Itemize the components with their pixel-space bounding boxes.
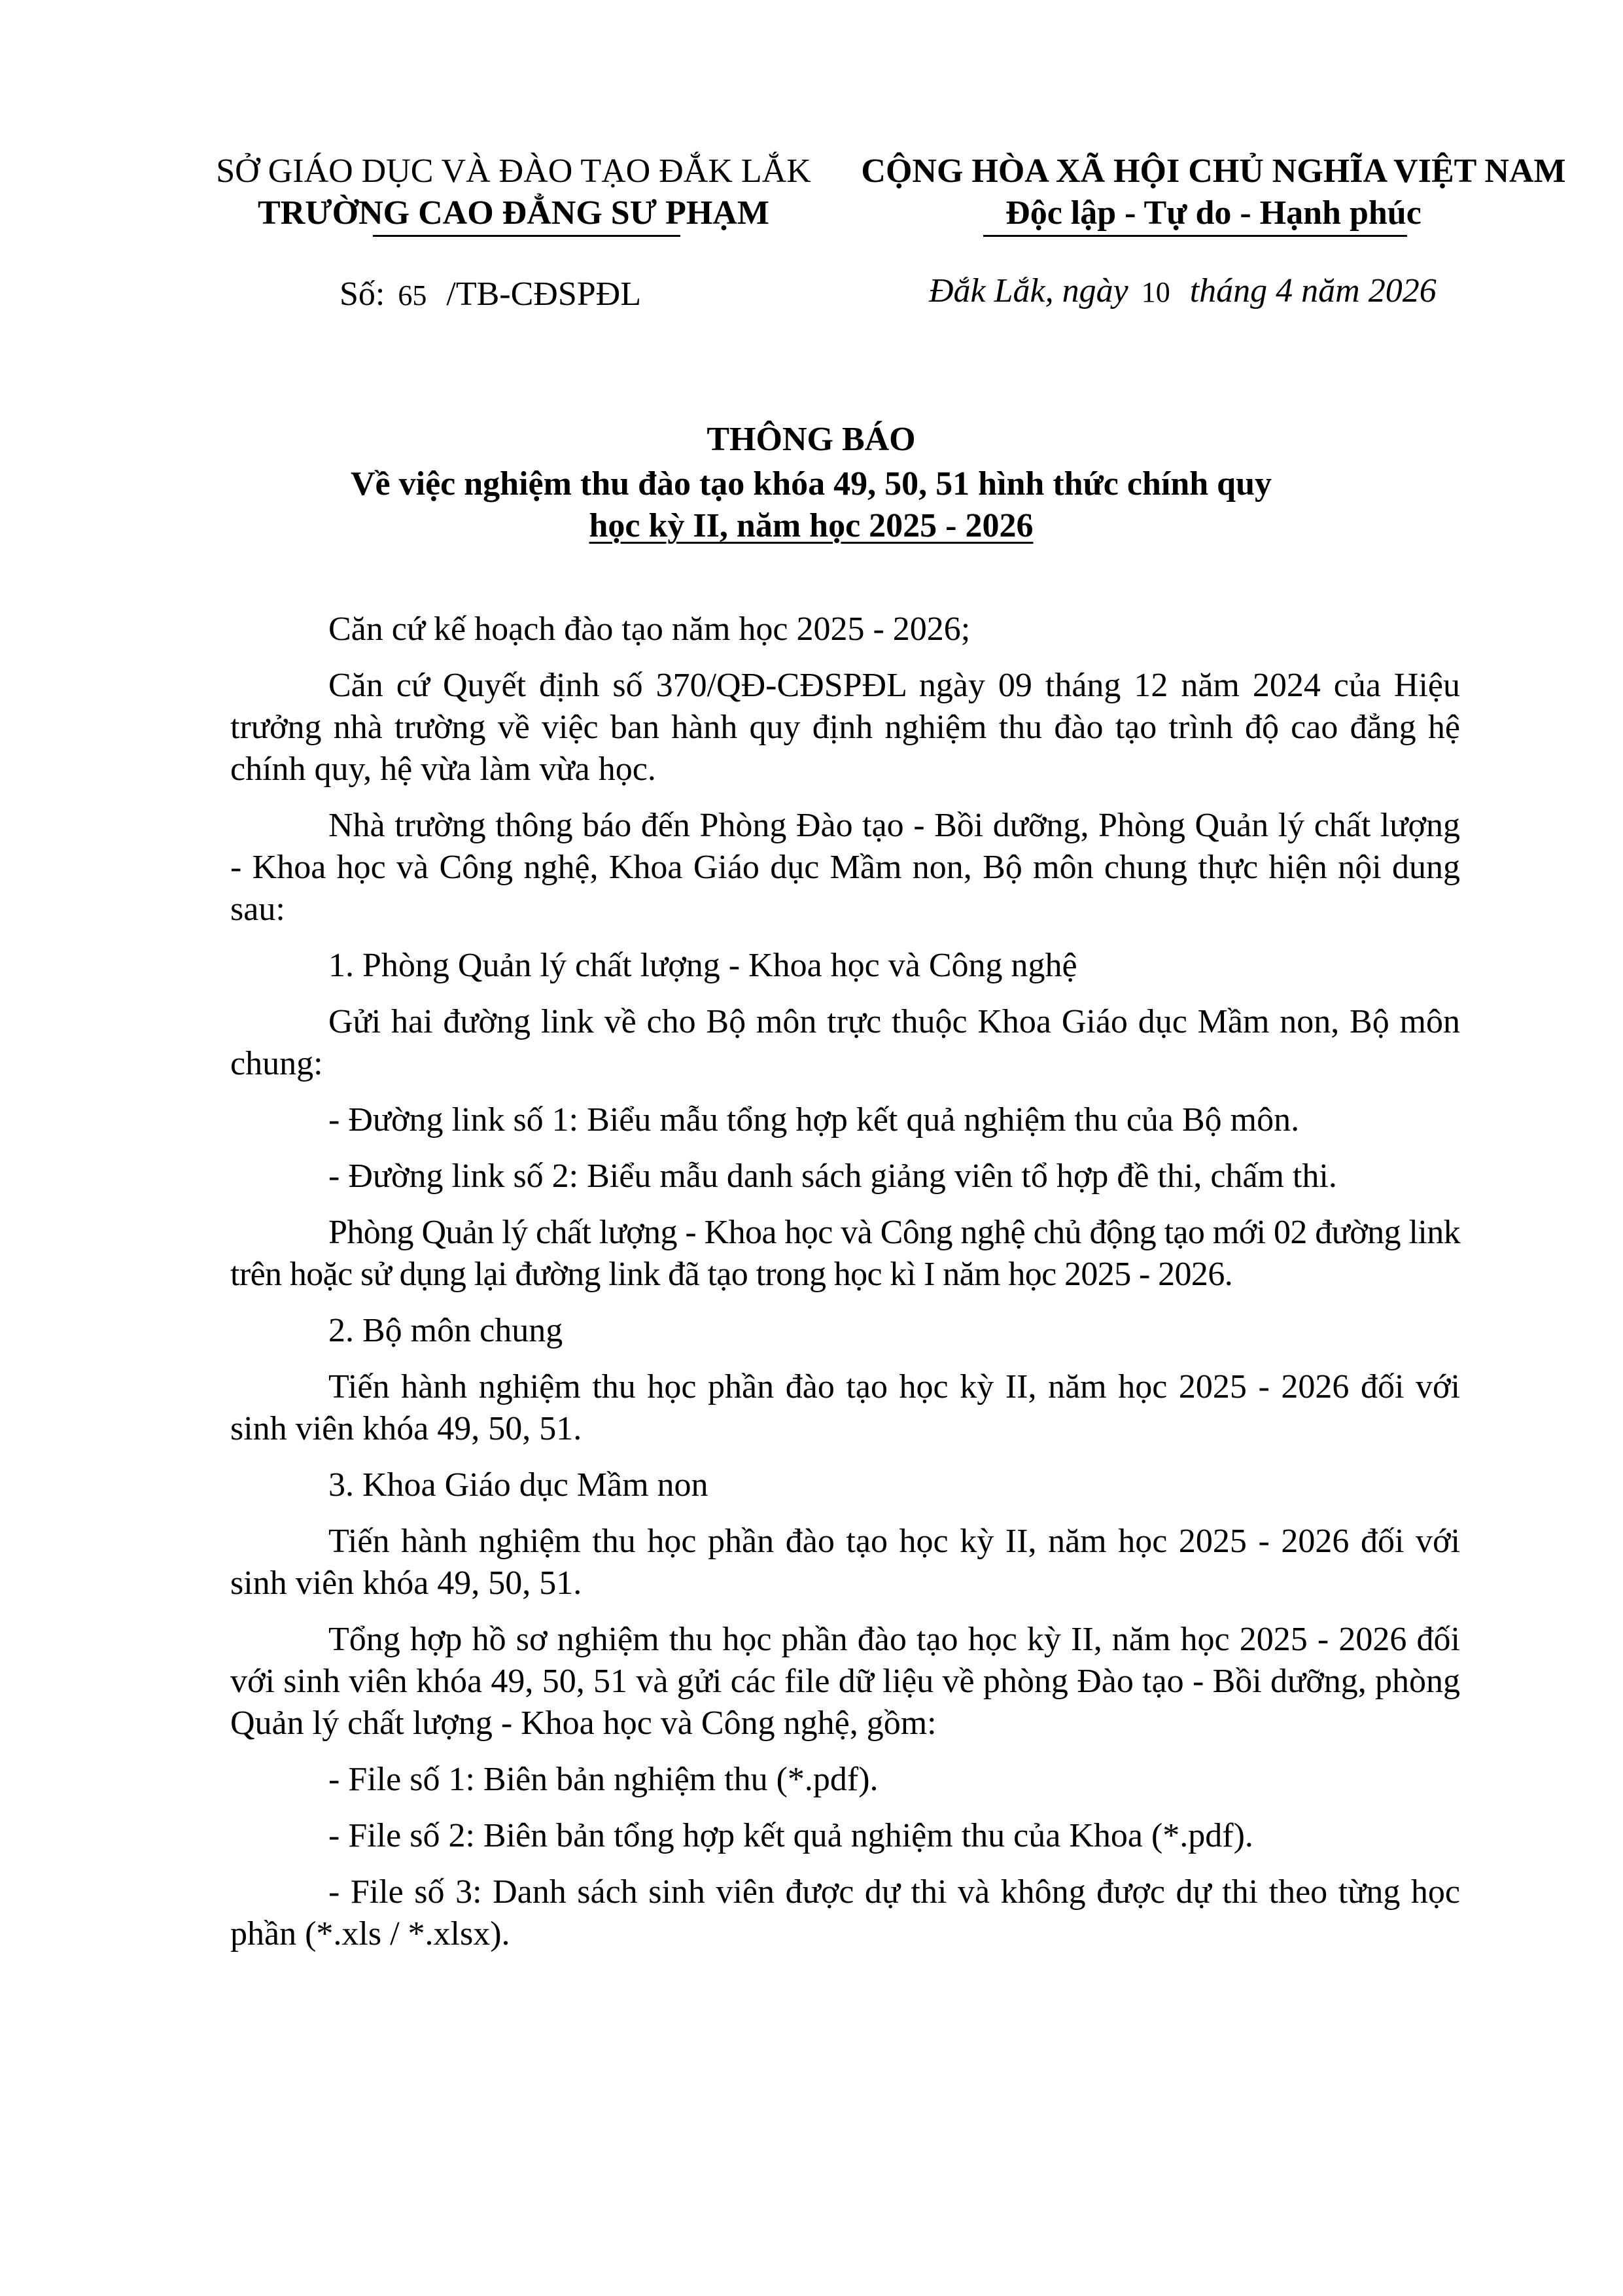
- doc-number-suffix: /TB-CĐSPĐL: [446, 275, 641, 313]
- list-item: - Đường link số 2: Biểu mẫu danh sách giảng viên tổ hợp đề thi, chấm thi.: [328, 1157, 1337, 1195]
- document-title: [177, 419, 1446, 547]
- list-item: - File số 3: Danh sách sinh viên được dự thi và không được dự thi theo từng học phần (*.xls / *.xlsx).: [230, 1873, 1460, 1952]
- paragraph: Nhà trường thông báo đến Phòng Đào tạo - Bồi dưỡng, Phòng Quản lý chất lượng - Khoa học và Công nghệ, Khoa Giáo dục Mầm non, Bộ môn chung thực hiện nội dung sau:: [230, 807, 1460, 928]
- doc-number-prefix: Số:: [340, 275, 385, 313]
- school-name-underline: [373, 235, 680, 237]
- paragraph: Căn cứ Quyết định số 370/QĐ-CĐSPĐL ngày 09 tháng 12 năm 2024 của Hiệu trưởng nhà trường về việc ban hành quy định nghiệm thu đào tạo trình độ cao đẳng hệ chính quy, hệ vừa làm vừa học.: [230, 667, 1460, 788]
- title-semester: học kỳ II, năm học 2025 - 2026: [589, 507, 1034, 544]
- national-motto: Độc lập - Tự do - Hạnh phúc: [1005, 194, 1422, 232]
- document-body: [230, 609, 1460, 1969]
- issuing-agency: [177, 150, 850, 234]
- section-heading: 2. Bộ môn chung: [328, 1312, 563, 1349]
- doc-number-value: 65: [398, 279, 427, 311]
- national-heading: [850, 150, 1577, 234]
- list-item: - Đường link số 1: Biểu mẫu tổng hợp kết quả nghiệm thu của Bộ môn.: [328, 1101, 1300, 1139]
- date-prefix: Đắk Lắk, ngày: [929, 272, 1128, 309]
- title-main: THÔNG BÁO: [707, 421, 916, 458]
- department-name: SỞ GIÁO DỤC VÀ ĐÀO TẠO ĐẮK LẮK: [216, 152, 811, 190]
- list-item: - File số 2: Biên bản tổng hợp kết quả nghiệm thu của Khoa (*.pdf).: [328, 1817, 1253, 1854]
- document-number: [340, 274, 641, 317]
- paragraph: Phòng Quản lý chất lượng - Khoa học và Công nghệ chủ động tạo mới 02 đường link trên hoặc sử dụng lại đường link đã tạo trong học kì I năm học 2025 - 2026.: [230, 1214, 1460, 1293]
- section-heading: 1. Phòng Quản lý chất lượng - Khoa học và Công nghệ: [328, 947, 1077, 984]
- paragraph: Tiến hành nghiệm thu học phần đào tạo học kỳ II, năm học 2025 - 2026 đối với sinh viên khóa 49, 50, 51.: [230, 1523, 1460, 1602]
- list-item: - File số 1: Biên bản nghiệm thu (*.pdf).: [328, 1761, 879, 1798]
- country-name: CỘNG HÒA XÃ HỘI CHỦ NGHĨA VIỆT NAM: [861, 152, 1566, 190]
- paragraph: Tiến hành nghiệm thu học phần đào tạo học kỳ II, năm học 2025 - 2026 đối với sinh viên khóa 49, 50, 51.: [230, 1368, 1460, 1447]
- school-name: TRƯỜNG CAO ĐẲNG SƯ PHẠM: [258, 194, 769, 232]
- paragraph: Căn cứ kế hoạch đào tạo năm học 2025 - 2026;: [328, 610, 971, 648]
- section-heading: 3. Khoa Giáo dục Mầm non: [328, 1466, 708, 1504]
- paragraph: Gửi hai đường link về cho Bộ môn trực thuộc Khoa Giáo dục Mầm non, Bộ môn chung:: [230, 1003, 1460, 1082]
- document-date: [929, 270, 1437, 313]
- date-day: 10: [1141, 276, 1170, 308]
- motto-underline: [983, 235, 1407, 237]
- date-suffix: tháng 4 năm 2026: [1189, 272, 1437, 309]
- paragraph: Tổng hợp hồ sơ nghiệm thu học phần đào tạo học kỳ II, năm học 2025 - 2026 đối với sinh viên khóa 49, 50, 51 và gửi các file dữ liệu về phòng Đào tạo - Bồi dưỡng, phòng Quản lý chất lượng - Khoa học và Công nghệ, gồm:: [230, 1621, 1460, 1742]
- title-subject: Về việc nghiệm thu đào tạo khóa 49, 50, 51 hình thức chính quy: [350, 465, 1272, 503]
